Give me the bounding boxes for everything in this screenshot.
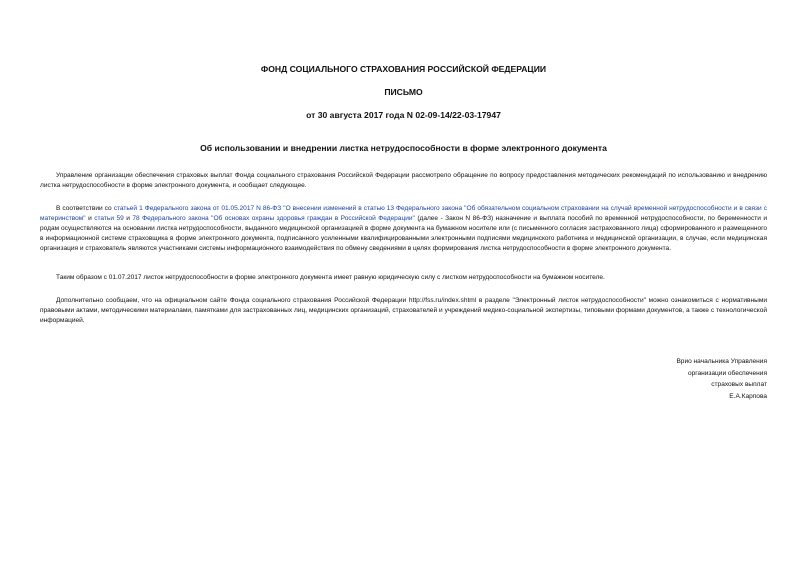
paragraph-text: (далее - Закон N 86-ФЗ) назначение и выплата пособий по временной нетрудоспособности, по беременности и родам осуществляются на основании листка нетрудоспособности, выданного медицинской организацией в форме документа на бумажном носителе или (с письменного согласия застрахованного лица) сформированного и размещенного в информационной системе страховщика в форме электронного документа, подписанного усиленными квалифицированными электронными подписями медицинского работника и медицинской организации, в случае, если медицинская организация и страхователь являются участниками системы информационного взаимодействия по обмену сведениями в целях формирования листка нетрудоспособности в форме электронного документа. [40,215,767,252]
organization-title: ФОНД СОЦИАЛЬНОГО СТРАХОВАНИЯ РОССИЙСКОЙ ФЕДЕРАЦИИ [260,64,547,74]
document-date-number: от 30 августа 2017 года N 02-09-14/22-03-17947 [306,110,501,120]
paragraph-text: и [123,215,133,222]
signature-position-line-2: организации обеспечения [687,369,767,377]
document-subject: Об использовании и внедрении листка нетрудоспособности в форме электронного документа [200,143,607,153]
paragraph-intro: Управление организации обеспечения страховых выплат Фонда социального страхования Российской Федерации рассмотрело обращение по вопросу предоставления методических рекомендаций по использованию и внедрению листка нетрудоспособности в форме электронного документа, и сообщает следующее. [40,172,767,189]
signature-position-line-1: Врио начальника Управления [676,358,767,365]
document-type: ПИСЬМО [384,87,423,97]
signature-block [676,356,767,402]
link-article-59[interactable]: статьи 59 [94,215,124,222]
signature-position-line-3: страховых выплат [711,381,767,388]
paragraph-conclusion: Таким образом с 01.07.2017 листок нетрудоспособности в форме электронного документа имеет равную юридическую силу с листком нетрудоспособности на бумажном носителе. [56,274,605,281]
link-law-86fz-article-1[interactable]: статьей 1 Федерального закона от 01.05.2017 N 86-ФЗ "О внесении изменений в статью 13 Федерального закона "Об обязательном социальном страховании на случай временной нетрудоспособности и в связи с материнством" [40,205,767,222]
paragraph-text: В соответствии со [56,205,114,212]
paragraph-legal-basis [40,204,767,254]
paragraph-text: и [85,215,95,222]
paragraph-additional-info: Дополнительно сообщаем, что на официальном сайте Фонда социального страхования Российской Федерации http://fss.ru/index.shtml в разделе "Электронный листок нетрудоспособности" можно ознакомиться с нормативными правовыми актами, методическими материалами, памятками для застрахованных лиц, медицинских организаций, страхователей и учреждений медико-социальной экспертизы, типовыми формами документов, а также с технологической информацией. [40,297,767,324]
link-article-78-health-law[interactable]: 78 Федерального закона "Об основах охраны здоровья граждан в Российской Федерации" [132,215,415,222]
signature-name: Е.А.Карпова [729,392,767,400]
